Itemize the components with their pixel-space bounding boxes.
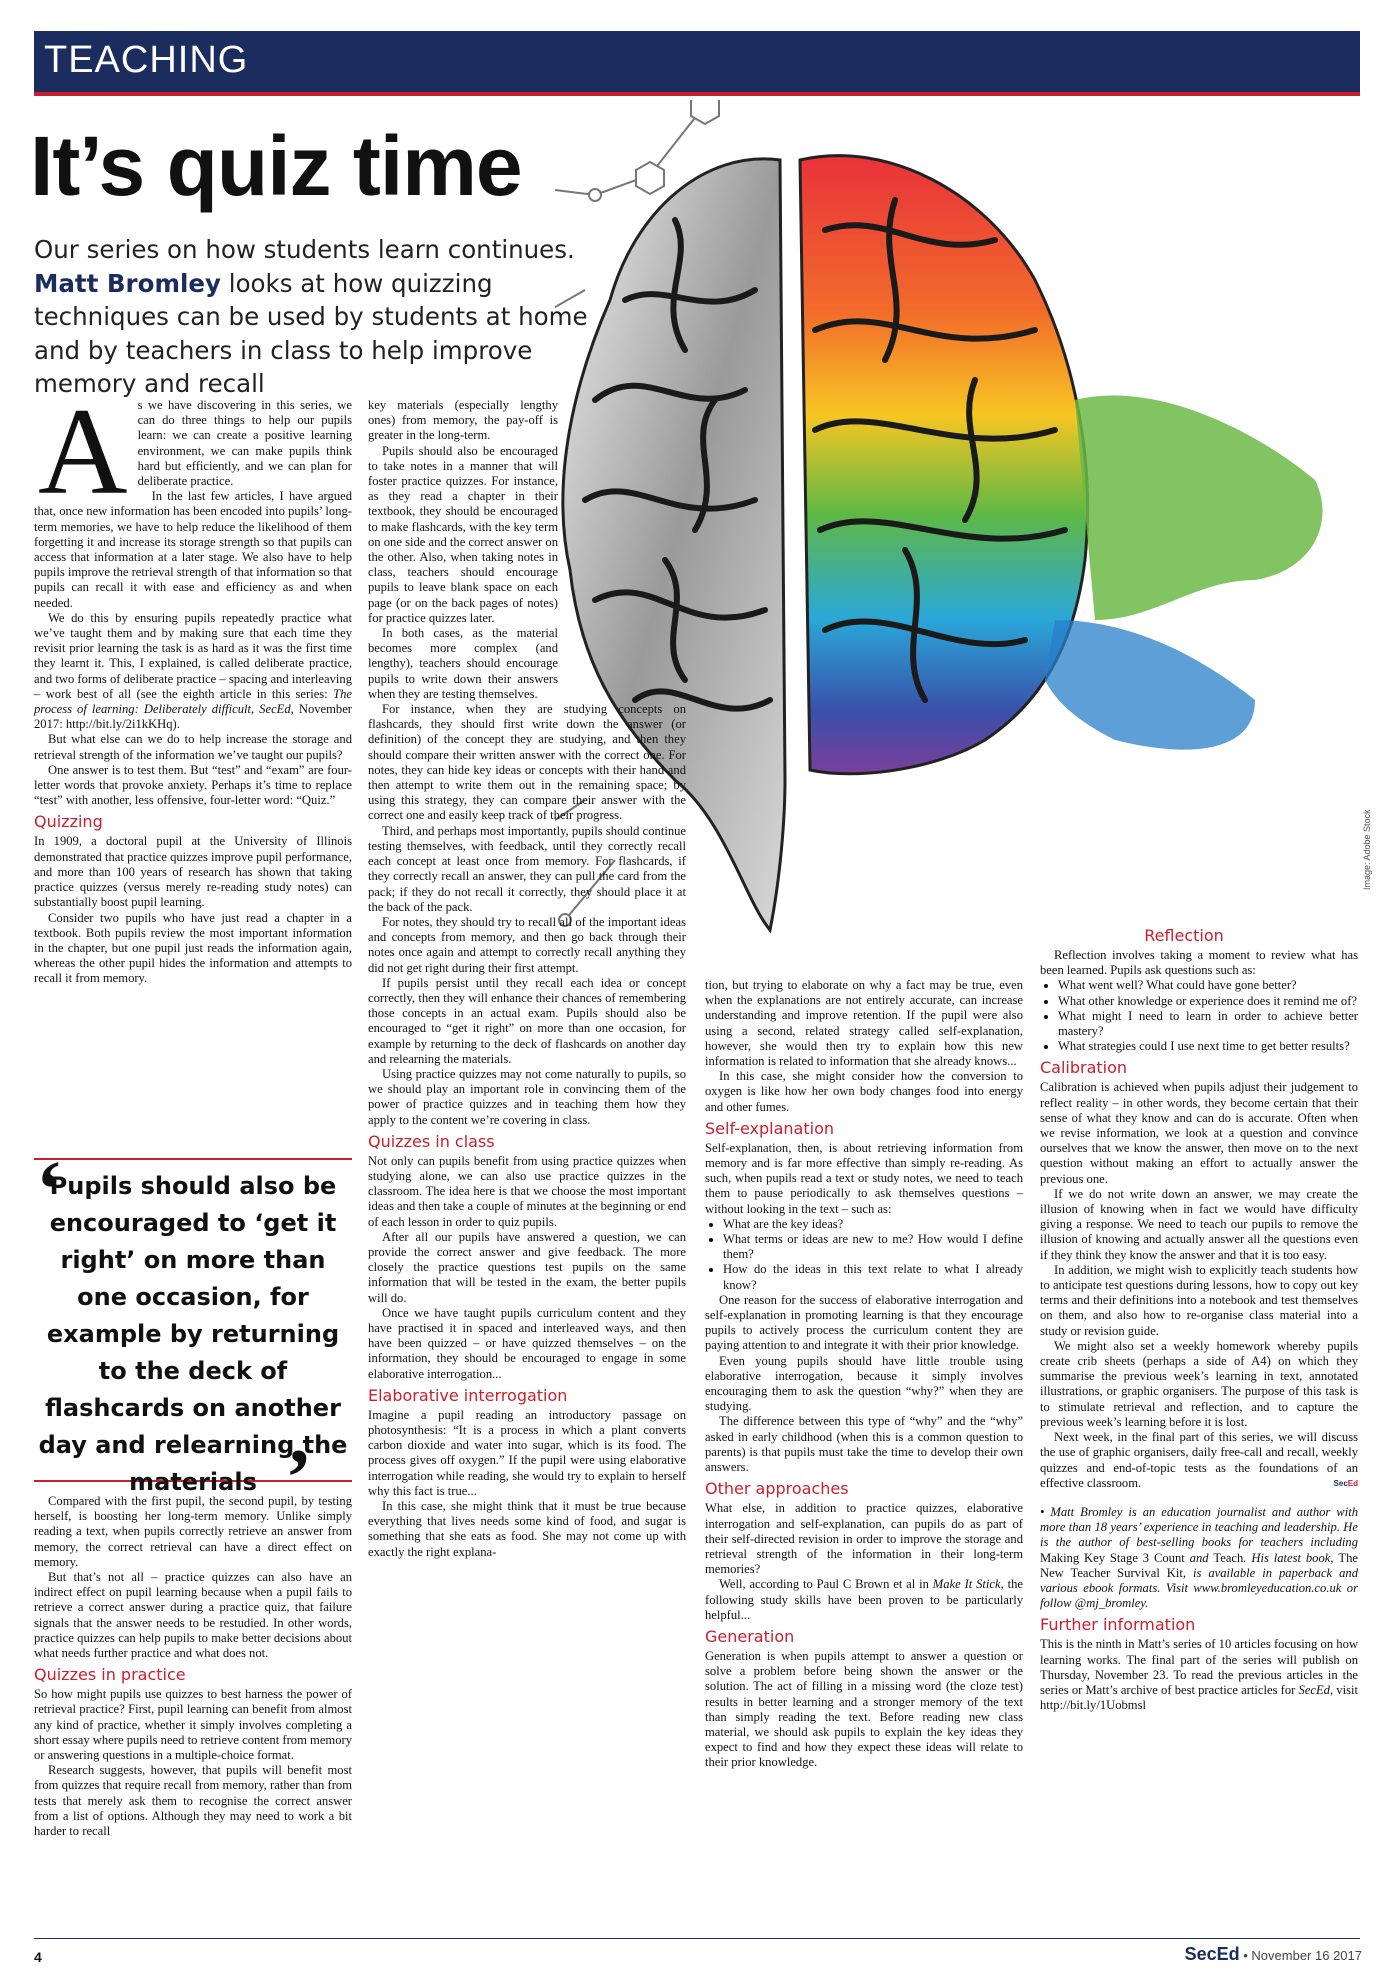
open-quote-mark: ‘: [36, 1146, 63, 1234]
footer-masthead: SecEd • November 16 2017: [1184, 1944, 1362, 1964]
paint-splash: [1075, 395, 1323, 620]
subheading-elaborative-interrogation: Elaborative interrogation: [368, 1385, 568, 1405]
subheading-calibration: Calibration: [1040, 1058, 1128, 1078]
end-mark: SecEd: [1333, 1478, 1358, 1488]
author-name: Matt Bromley: [34, 268, 221, 298]
paragraph: After all our pupils have answered a question, we can provide the correct answer and give feedback. The more closely the practice questions test pupils on the same information that will be tested in the exam, the better pupils will do.: [368, 1229, 686, 1305]
paragraph: In addition, we might wish to explicitly teach students how to anticipate test questions during lessons, how to copy out key terms and their definitions into a notebook and test themselves on them, and also how to re-organise class material into a study or revision guide.: [1040, 1262, 1358, 1338]
paragraph: What else, in addition to practice quizzes, elaborative interrogation and self-explanation, can pupils do as part of their self-directed revision in order to improve the storage and retrieval strength of the information in their long-term memories?: [705, 1501, 1023, 1577]
paragraph: Imagine a pupil reading an introductory passage on photosynthesis: “It is a process in which a plant converts carbon dioxide and water into sugar, which is its food. The process gives off oxygen.” If the pupil were using elaborative interrogation while reading, she would try to explain to herself why this fact is true...: [368, 1407, 686, 1498]
paragraph: If pupils persist until they recall each idea or concept correctly, then they will enhance their chances of remembering those concepts in an actual exam. Pupils should also be encouraged to “get it right” on more than one occasion, for example by returning to the deck of flashcards on another day and relearning the materials.: [368, 975, 686, 1066]
column-1-top: [34, 383, 353, 987]
paragraph: For notes, they should try to recall all of the important ideas and concepts from memory, and then go back through their notes once again and attempt to correctly recall anything they did not get right during their first attempt.: [368, 914, 686, 975]
reflection-list: [1040, 978, 1358, 1054]
standfirst: [34, 233, 594, 401]
paragraph: One answer is to test them. But “test” and “exam” are four-letter words that provoke anxiety. Perhaps it’s time to replace “test” with another, less offensive, four-letter word: “Quiz.”: [34, 762, 352, 808]
paragraph: Using practice quizzes may not come naturally to pupils, so we should play an important role in convincing them of the power of practice quizzes and in teaching them how they apply to the content we’re covering in class.: [368, 1066, 686, 1127]
page-number: 4: [34, 1949, 42, 1965]
paragraph: But what else can we do to help increase the storage and retrieval strength of the information we’ve taught our pupils?: [34, 732, 352, 762]
section-banner: [34, 31, 1360, 96]
paragraph: But that’s not all – practice quizzes can also have an indirect effect on pupil learning because when a pupil fails to retrieve a correct answer during a practice quiz, that failure signals that the answer needs to be restudied. In other words, practice quizzes can help pupils to make better decisions about what needs further practice and what does not.: [34, 1570, 352, 1661]
paragraph: In 1909, a doctoral pupil at the University of Illinois demonstrated that practice quizzes improve pupil performance, and more than 100 years of research has shown that taking practice quizzes (versus merely re-reading study notes) can substantially boost pupil learning.: [34, 834, 352, 910]
subheading-other-approaches: Other approaches: [705, 1479, 849, 1499]
subheading-further-information: Further information: [1040, 1615, 1196, 1635]
paragraph: For instance, when they are studying concepts on flashcards, they should first write down the answer (or definition) of the concept they are studying, and then they should compare their written answer with the correct one. For notes, they can hide key ideas or concepts with their hand and then attempt to write them out in the remaining space; by using this strategy, they can compare their answer with the correct one and easily keep track of their progress.: [368, 702, 686, 823]
section-label: TEACHING: [44, 39, 249, 81]
paragraph: In this case, she might think that it must be true because everything that lives needs some kind of food, and sugar is something that she eats as food. She may not come up with exactly the right explana-: [368, 1499, 686, 1559]
paint-splash-blue: [1045, 620, 1255, 750]
pull-quote: [34, 1146, 352, 1522]
paragraph: s we have discovering in this series, we can do three things to help our pupils learn: we can create a positive learning environment, we can make pupils think hard but efficiently, and we can plan for deliberate practice.: [137, 398, 352, 489]
paragraph: Once we have taught pupils curriculum content and they have practised it in spaced and interleaved ways, and then have been quizzed – or have quizzed themselves – on the information, they should be encouraged to engage in some elaborative interrogation...: [368, 1305, 686, 1381]
paragraph: Reflection involves taking a moment to review what has been learned. Pupils ask questions such as:: [1040, 948, 1358, 978]
paragraph: Research suggests, however, that pupils will benefit most from quizzes that require recall from memory, rather than from tests that merely ask them to recognise the correct answer from a list of options. Although they may need to work a bit harder to recall: [34, 1763, 352, 1839]
paragraph: One reason for the success of elaborative interrogation and self-explanation in promoting learning is that they encourage pupils to actively process the curriculum content they are paying attention to and integrate it with their prior knowledge.: [705, 1292, 1023, 1353]
paragraph: In both cases, as the material becomes more complex (and lengthy), teachers should encourage pupils to write down their answers when they are testing themselves.: [368, 626, 558, 701]
paragraph: In the last few articles, I have argued that, once new information has been encoded into pupils’ long-term memories, we have to help reduce the likelihood of them forgetting it and increase its storage strength so that pupils can access that information at a later stage. We also have to help pupils improve the retrieval strength of that information so that pupils can recall it with ease and efficiency as and when needed.: [34, 489, 352, 610]
image-credit: Image: Adobe Stock: [1362, 809, 1372, 890]
issue-date: November 16 2017: [1251, 1948, 1362, 1963]
paragraph: Consider two pupils who have just read a chapter in a textbook. Both pupils review the most important information in the chapter, but one pupil just reads the information again, whereas the other pupil hides the information and attempts to recall it from memory.: [34, 910, 352, 986]
author-bio: • Matt Bromley is an education journalist and author with more than 18 years’ experience in teaching and leadership. He is the author of best-selling books for teachers including Making Key Stage 3 Count and Teach. His latest book, The New Teacher Survival Kit, is available in paperback and various ebook formats. Visit www.bromleyeducation.co.uk or follow @mj_bromley.: [1040, 1504, 1358, 1611]
paragraph: Pupils should also be encouraged to take notes in a manner that will foster practice quizzes. For instance, as they read a chapter in their textbook, they should be encouraged to make flashcards, with the key term on one side and the correct answer on the other. Also, when taking notes in class, teachers should encourage pupils to leave blank space on each page (or on the back pages of notes) for practice quizzes later.: [368, 443, 558, 625]
paragraph: In this case, she might consider how the conversion to oxygen is like how her own body changes food into energy and other fumes.: [705, 1069, 1023, 1114]
paragraph: The difference between this type of “why” and the “why” asked in early childhood (when this is a common question to parents) is that pupils must take the time to develop their own answers.: [705, 1414, 1023, 1475]
paragraph: We might also set a weekly homework whereby pupils create crib sheets (perhaps a side of A4) on which they summarise the previous week’s learning in text, annotated illustrations, or graphic organisers. The purpose of this task is to stimulate retrieval and reflection, and to capture the previous week’s learning before it is lost.: [1040, 1338, 1358, 1429]
list-item: • What went well? What could have gone better?: [1058, 978, 1358, 993]
close-quote-mark: ’: [285, 1434, 312, 1522]
list-item: • What terms or ideas are new to me? How would I define them?: [723, 1232, 1023, 1262]
column-3: [705, 978, 1023, 1771]
subheading-quizzes-in-practice: Quizzes in practice: [34, 1665, 186, 1685]
subheading-quizzing: Quizzing: [34, 812, 103, 832]
column-1-bottom: [34, 1494, 352, 1839]
list-item: • What might I need to learn in order to achieve better mastery?: [1058, 1009, 1358, 1039]
paragraph: This is the ninth in Matt’s series of 10 articles focusing on how learning works. The final part of the series will publish on Thursday, November 23. To read the previous articles in the series or Matt’s archive of best practice articles for SecEd, visit http://bit.ly/1Uobmsl: [1040, 1637, 1358, 1713]
list-item: • What other knowledge or experience does it remind me of?: [1058, 994, 1358, 1009]
list-item: • How do the ideas in this text relate to what I already know?: [723, 1262, 1023, 1292]
subheading-quizzes-in-class: Quizzes in class: [368, 1131, 495, 1151]
column-4: [1040, 922, 1358, 1713]
paragraph: Even young pupils should have little trouble using elaborative interrogation, because it simply involves encouraging them to ask the question “why?” when they are studying.: [705, 1353, 1023, 1414]
column-2: [368, 398, 686, 1560]
footer-rule: [34, 1938, 1360, 1939]
paragraph: Well, according to Paul C Brown et al in Make It Stick, the following study skills have been proven to be particularly helpful...: [705, 1577, 1023, 1622]
brand-logo: SecEd: [1184, 1944, 1240, 1964]
paragraph: Next week, in the final part of this series, we will discuss the use of graphic organisers, daily free-call and recall, weekly quizzes and end-of-topic tests as the foundations of an effective classroom. SecEd: [1040, 1430, 1358, 1490]
standfirst-intro: Our series on how students learn continues.: [34, 235, 575, 264]
paragraph: Not only can pupils benefit from using practice quizzes when studying alone, we can also use practice quizzes in the classroom. The idea here is that we choose the most important ideas and then take a couple of minutes at the beginning or end of each lesson in order to quiz pupils.: [368, 1153, 686, 1229]
paragraph: Calibration is achieved when pupils adjust their judgement to reflect reality – in other words, they become certain that their sense of what they know and can do is accurate. Often when we revise information, we look at a question and convince ourselves that we know the answer, then move on to the next question without making an effort to actually answer the previous one.: [1040, 1080, 1358, 1186]
subheading-reflection: Reflection: [1144, 926, 1224, 945]
paragraph: tion, but trying to elaborate on why a fact may be true, even when the explanations are not entirely accurate, can increase understanding and improve retention. If the pupil were also using a second, related strategy called self-explanation, however, she would then try to explain how this new information is related to information that she already knows...: [705, 978, 1023, 1069]
paragraph: Third, and perhaps most importantly, pupils should continue testing themselves, with feedback, until they correctly recall each concept at least once from memory. For flashcards, if they correctly recall an answer, they can pull the card from the pack; if they do not recall it correctly, they should place it at the back of the pack.: [368, 823, 686, 914]
paragraph: If we do not write down an answer, we may create the illusion of knowing when in fact we would have difficulty giving a response. We need to teach our pupils to remove the illusion of knowing and actually answer all the questions even if they think they know the answer and that it is too easy.: [1040, 1186, 1358, 1262]
standfirst-rest: looks at how quizzing techniques can be used by students at home and by teachers in class to help improve memory and recall: [34, 268, 588, 398]
list-item: • What are the key ideas?: [723, 1217, 1023, 1232]
paragraph: Generation is when pupils attempt to answer a question or solve a problem before being shown the answer or the solution. The act of filling in a missing word (the cloze test) results in better learning and a stronger memory of the text than simply reading the text. Before reading new class material, we should ask pupils to explain the key ideas they expect to find and how they expect these ideas will relate to their prior knowledge.: [705, 1648, 1023, 1770]
subheading-generation: Generation: [705, 1626, 795, 1646]
headline: It’s quiz time: [30, 119, 522, 213]
drop-cap: A: [38, 383, 128, 520]
column-2-narrow: [368, 398, 558, 702]
subheading-self-explanation: Self-explanation: [705, 1118, 835, 1138]
pull-quote-text: Pupils should also be encouraged to ‘get it right’ on more than one occasion, for example by returning to the deck of flashcards on another day and relearning the materials: [38, 1172, 348, 1496]
paragraph: Self-explanation, then, is about retrieving information from memory and is far more effective than simply re-reading. As such, when pupils read a text or study notes, we need to teach them to pause periodically to ask themselves questions – without looking in the text – such as:: [705, 1140, 1023, 1216]
paragraph: So how might pupils use quizzes to best harness the power of retrieval practice? First, pupil learning can benefit from almost any kind of practice, whether it simply involves completing a short essay where pupils need to retrieve content from memory or answering questions in a multiple-choice format.: [34, 1687, 352, 1763]
paragraph: Compared with the first pupil, the second pupil, by testing herself, is boosting her long-term memory. Unlike simply reading a text, when pupils correctly retrieve an answer from memory, the correct retrieval can have a direct effect on memory.: [34, 1494, 352, 1569]
list-item: • What strategies could I use next time to get better results?: [1058, 1039, 1358, 1054]
question-list: [705, 1217, 1023, 1293]
paragraph: key materials (especially lengthy ones) from memory, the pay-off is greater in the long-term.: [368, 398, 558, 443]
brain-right-hemisphere: [800, 156, 1088, 774]
paragraph: We do this by ensuring pupils repeatedly practice what we’ve taught them and by making sure that each time they revisit prior learning the task is as hard as it was the first time they learnt it. This, I explained, is called deliberate practice, and two forms of deliberate practice – spacing and interleaving – work best of all (see the eighth article in this series: The process of learning: Deliberately difficult, SecEd, November 2017: http://bit.ly/2i1kKHq).: [34, 610, 353, 732]
